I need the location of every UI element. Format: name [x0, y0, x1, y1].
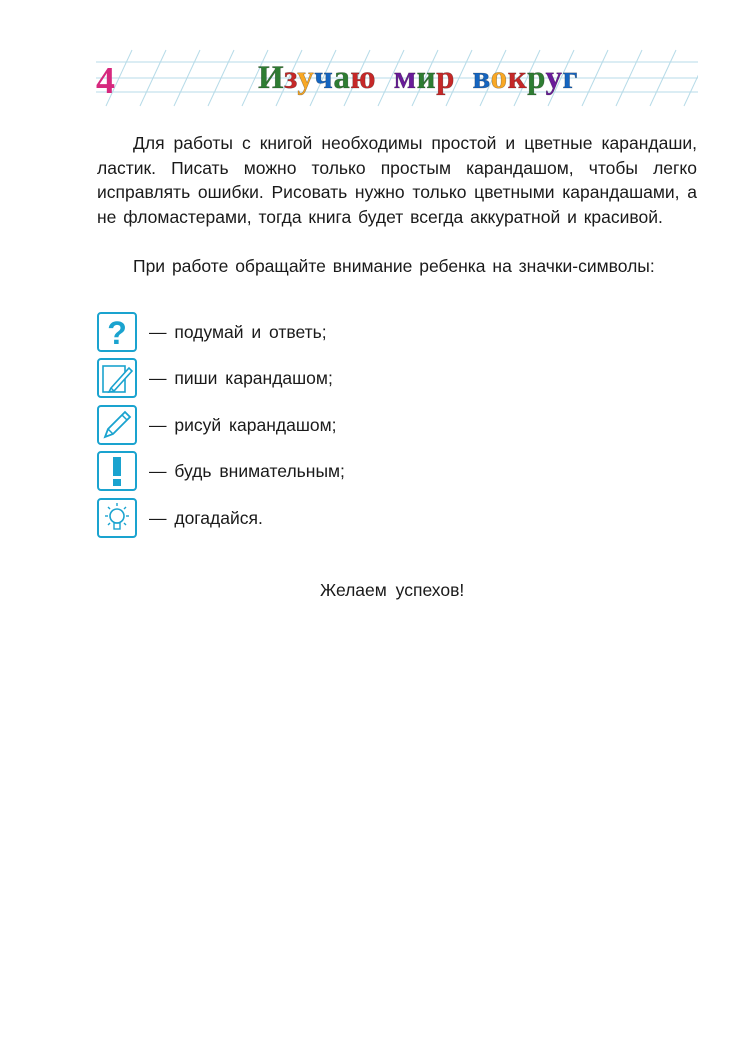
exclamation-icon [97, 451, 137, 491]
title-letter [385, 60, 394, 96]
symbol-row [97, 312, 497, 352]
intro-paragraph-2 [97, 254, 697, 279]
title-letter: в [472, 60, 491, 96]
title-letter [376, 60, 385, 96]
title-letter: р [527, 60, 546, 96]
title-letter: ч [314, 60, 334, 96]
title-letter: р [436, 60, 455, 96]
title-letter: и [416, 60, 437, 96]
title-letter: м [393, 60, 417, 96]
title-letter: г [562, 60, 578, 96]
lightbulb-icon [97, 498, 137, 538]
title-letter: у [297, 60, 315, 96]
symbol-label: — будь внимательным; [149, 461, 345, 481]
intro-text-2: При работе обращайте внимание ребенка на значки-символы: [133, 256, 655, 276]
title-letter: ю [350, 60, 377, 96]
symbol-row [97, 498, 497, 538]
closing-wish: Желаем успехов! [320, 580, 465, 600]
write-pencil-icon [97, 358, 137, 398]
symbol-label: — пиши карандашом; [149, 368, 333, 388]
symbol-label: — рисуй карандашом; [149, 415, 337, 435]
page-number: 4 [96, 60, 115, 102]
draw-pencil-icon [97, 405, 137, 445]
intro-paragraph-1 [97, 131, 697, 229]
title-letter: И [258, 60, 285, 96]
symbol-row [97, 405, 497, 445]
symbol-row [97, 451, 497, 491]
intro-text-1: Для работы с книгой необходимы простой и цветные карандаши, ластик. Писать можно только простым карандашом, чтобы легко исправлять ошибки. Рисовать нужно только цветными карандашами, а не фломастерами, тогда книга будет всегда аккуратной и красивой. [97, 133, 697, 227]
page-header [96, 48, 698, 110]
svg-text:?: ? [107, 315, 127, 351]
title-letter: к [507, 60, 528, 96]
title-letter: о [490, 60, 508, 96]
symbol-row [97, 358, 497, 398]
title-letter [455, 60, 464, 96]
title-letter: у [545, 60, 563, 96]
title-letter: а [333, 60, 351, 96]
symbol-label: — подумай и ответь; [149, 322, 327, 342]
page-title [258, 62, 578, 95]
symbol-label: — догадайся. [149, 508, 263, 528]
question-icon [97, 312, 137, 352]
title-letter: з [284, 60, 298, 96]
